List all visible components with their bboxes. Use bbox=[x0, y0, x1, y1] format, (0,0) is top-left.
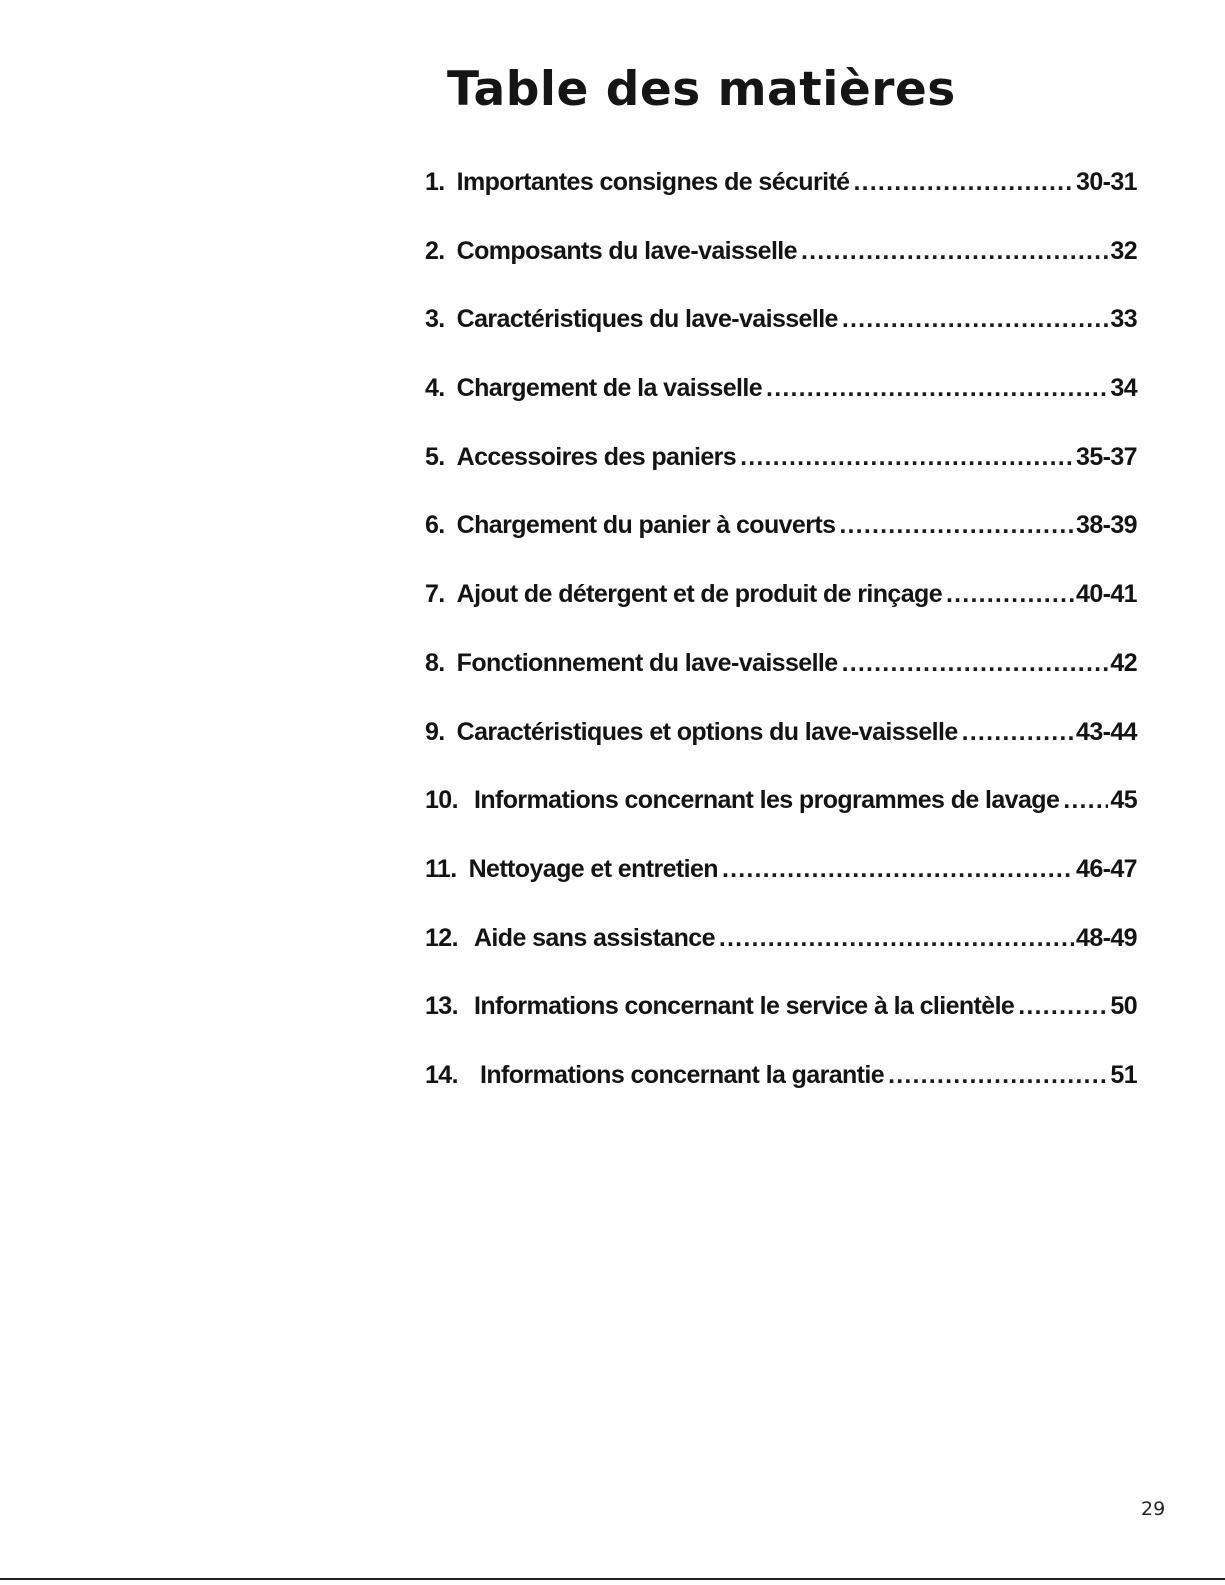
toc-entry[interactable] bbox=[425, 237, 1137, 306]
toc-entry-number: 1. bbox=[425, 168, 445, 196]
bottom-divider bbox=[0, 1578, 1225, 1580]
dot-leader bbox=[888, 1061, 1108, 1090]
toc-entry-title: Accessoires des paniers bbox=[456, 442, 737, 471]
toc-entry[interactable] bbox=[425, 580, 1137, 649]
toc-entry[interactable] bbox=[425, 168, 1137, 237]
toc-entry-page: 40-41 bbox=[1076, 580, 1137, 609]
toc-entry-page: 32 bbox=[1110, 236, 1137, 265]
toc-entry-title: Informations concernant le service à la clientèle bbox=[473, 992, 1015, 1021]
toc-entry-number: 9. bbox=[425, 717, 445, 746]
dot-leader bbox=[1018, 992, 1108, 1021]
toc-entry-title: Aide sans assistance bbox=[473, 923, 715, 952]
dot-leader bbox=[962, 718, 1074, 747]
dot-leader bbox=[722, 855, 1074, 884]
toc-entry-title: Chargement du panier à couverts bbox=[456, 511, 836, 540]
dot-leader bbox=[1063, 786, 1108, 815]
toc-entry[interactable] bbox=[425, 855, 1137, 924]
toc-entry-title: Caractéristiques et options du lave-vaisselle bbox=[456, 717, 958, 746]
toc-entry-title: Ajout de détergent et de produit de rinçage bbox=[456, 580, 943, 609]
toc-entry[interactable] bbox=[425, 511, 1137, 580]
toc-entry[interactable] bbox=[425, 786, 1137, 855]
toc-entry-number: 12. bbox=[425, 923, 458, 952]
toc-entry[interactable] bbox=[425, 718, 1137, 787]
toc-entry-title: Composants du lave-vaisselle bbox=[456, 236, 797, 265]
dot-leader bbox=[766, 374, 1108, 403]
toc-entry-page: 34 bbox=[1110, 374, 1137, 403]
toc-entry-number: 6. bbox=[425, 511, 445, 540]
dot-leader bbox=[719, 924, 1074, 953]
toc-entry-page: 42 bbox=[1110, 648, 1137, 677]
dot-leader bbox=[740, 443, 1074, 472]
toc-entry-title: Informations concernant la garantie bbox=[479, 1060, 885, 1089]
toc-entry-title: Nettoyage et entretien bbox=[468, 854, 718, 883]
dot-leader bbox=[946, 580, 1074, 609]
toc-entry-page: 30-31 bbox=[1076, 168, 1137, 196]
toc-entry-number: 11. bbox=[425, 854, 457, 883]
toc-entry-title: Fonctionnement du lave-vaisselle bbox=[456, 648, 838, 677]
table-of-contents bbox=[425, 168, 1137, 1130]
toc-entry-number: 14. bbox=[425, 1060, 458, 1089]
dot-leader bbox=[842, 649, 1109, 678]
page-number: 29 bbox=[1141, 1498, 1166, 1520]
toc-entry-number: 13. bbox=[425, 992, 458, 1021]
toc-entry-number: 7. bbox=[425, 580, 445, 609]
toc-entry-number: 8. bbox=[425, 648, 445, 677]
toc-entry-number: 2. bbox=[425, 236, 445, 265]
dot-leader bbox=[842, 305, 1109, 334]
toc-entry-number: 3. bbox=[425, 305, 445, 334]
toc-entry[interactable] bbox=[425, 305, 1137, 374]
toc-entry-page: 43-44 bbox=[1076, 717, 1137, 746]
toc-entry[interactable] bbox=[425, 374, 1137, 443]
toc-entry-title: Importantes consignes de sécurité bbox=[456, 168, 850, 196]
toc-entry-number: 5. bbox=[425, 442, 445, 471]
toc-entry-title: Chargement de la vaisselle bbox=[456, 374, 763, 403]
toc-entry-title: Caractéristiques du lave-vaisselle bbox=[456, 305, 838, 334]
toc-entry[interactable] bbox=[425, 924, 1137, 993]
toc-entry-page: 38-39 bbox=[1076, 511, 1137, 540]
toc-entry-page: 51 bbox=[1110, 1060, 1137, 1089]
toc-entry[interactable] bbox=[425, 992, 1137, 1061]
toc-entry-number: 4. bbox=[425, 374, 445, 403]
toc-entry-page: 48-49 bbox=[1076, 923, 1137, 952]
toc-entry-page: 46-47 bbox=[1076, 854, 1137, 883]
page-title: Table des matières bbox=[447, 62, 956, 117]
toc-entry[interactable] bbox=[425, 443, 1137, 512]
toc-entry-page: 45 bbox=[1110, 786, 1137, 815]
toc-entry[interactable] bbox=[425, 1061, 1137, 1130]
dot-leader bbox=[839, 511, 1074, 540]
toc-entry-page: 33 bbox=[1110, 305, 1137, 334]
toc-entry[interactable] bbox=[425, 649, 1137, 718]
toc-entry-number: 10. bbox=[425, 786, 458, 815]
dot-leader bbox=[853, 168, 1074, 197]
toc-entry-page: 50 bbox=[1110, 992, 1137, 1021]
toc-entry-title: Informations concernant les programmes de lavage bbox=[473, 786, 1060, 815]
dot-leader bbox=[801, 237, 1108, 266]
toc-entry-page: 35-37 bbox=[1076, 442, 1137, 471]
